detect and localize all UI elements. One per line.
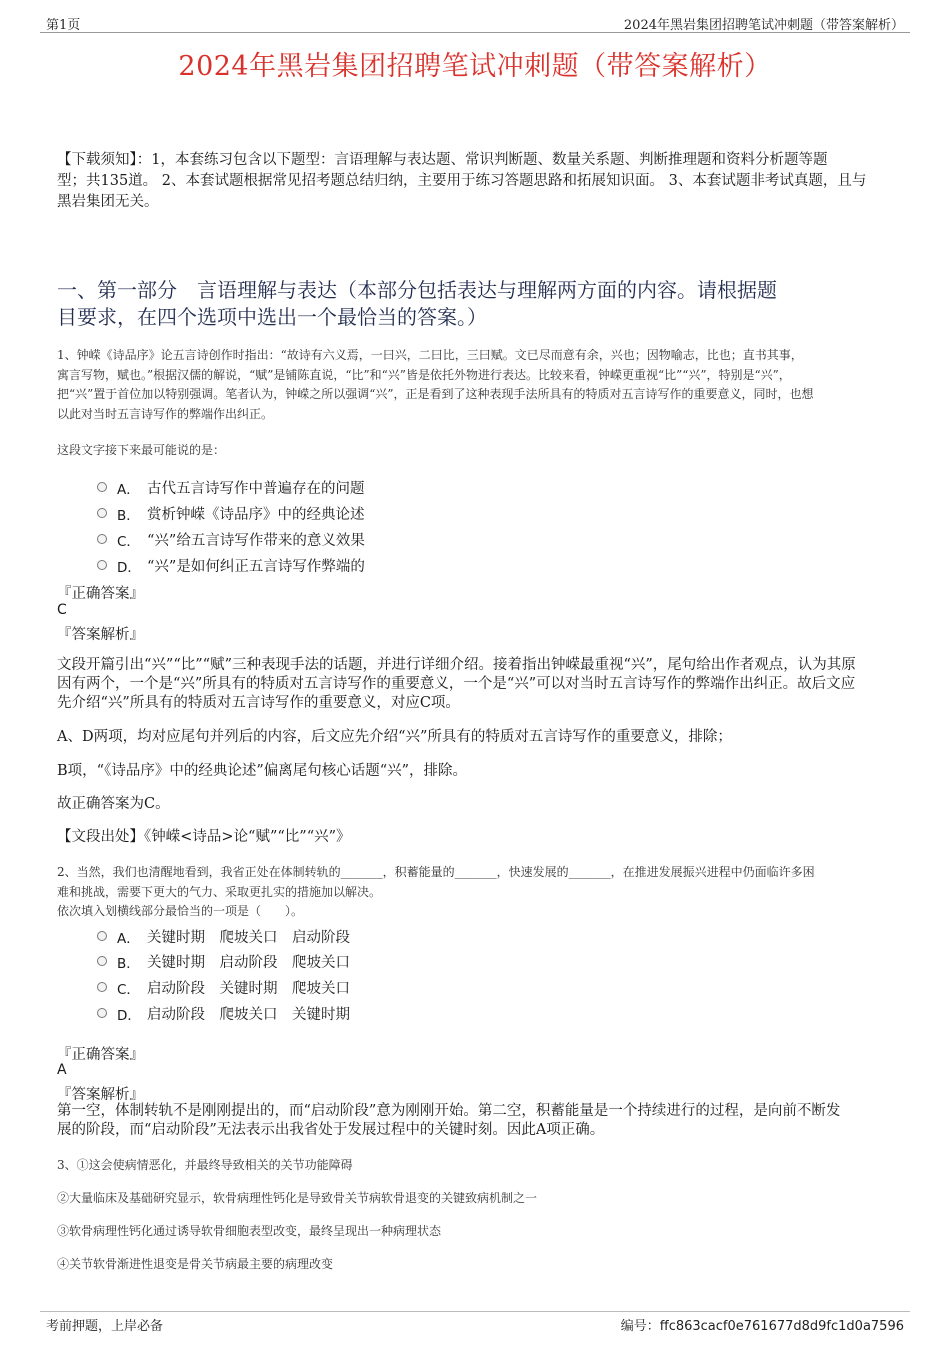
option-letter: A． bbox=[117, 482, 140, 498]
analysis-line: 第一空，体制转轨不是刚刚提出的，而“启动阶段”意为刚刚开始。第二空，积蓄能量是一个持续进行的过程，是向前不断发 bbox=[57, 1103, 841, 1119]
option-text: 赏析钟嵘《诗品序》中的经典论述 bbox=[147, 507, 365, 523]
correct-answer-value: C bbox=[57, 602, 67, 618]
stem-line: 依次填入划横线部分最恰当的一项是（ ）。 bbox=[57, 904, 304, 918]
option-a[interactable] bbox=[97, 926, 497, 946]
footer-divider bbox=[40, 1311, 910, 1312]
stem-line: 寓言写物，赋也。”根据汉儒的解说，“赋”是铺陈直说，“比”和“兴”皆是依托外物进行表达。比较来看，钟嵘更重视“比”“兴”，特别是“兴”， bbox=[57, 367, 791, 382]
question-2-analysis bbox=[57, 1102, 907, 1140]
stem-line: 2、当然，我们也清醒地看到，我省正处在体制转轨的_______，积蓄能量的_______，快速发展的_______，在推进发展振兴进程中仍面临许多困 bbox=[57, 865, 815, 879]
analysis-line: 展的阶段，而“启动阶段”无法表示出我省处于发展过程中的关键时刻。因此A项正确。 bbox=[57, 1122, 605, 1138]
radio-button[interactable] bbox=[97, 931, 107, 941]
analysis-paragraph: B项，“《诗品序》中的经典论述”偏离尾句核心话题“兴”，排除。 bbox=[57, 763, 468, 779]
question-3-line: 3、①这会使病情恶化，并最终导致相关的关节功能障碍 bbox=[57, 1158, 353, 1172]
stem-line: 以此对当时五言诗写作的弊端作出纠正。 bbox=[57, 406, 274, 421]
question-2-stem bbox=[57, 863, 907, 922]
option-text: 启动阶段 爬坡关口 关键时期 bbox=[147, 1007, 350, 1023]
analysis-label: 『答案解析』 bbox=[57, 1087, 144, 1103]
option-letter: B． bbox=[117, 956, 140, 972]
question-3-line: ②大量临床及基础研究显示，软骨病理性钙化是导致骨关节病软骨退变的关键致病机制之一 bbox=[57, 1191, 538, 1205]
option-letter: D． bbox=[117, 1008, 141, 1024]
radio-button[interactable] bbox=[97, 534, 107, 544]
option-c[interactable] bbox=[97, 529, 497, 549]
analysis-line: 因有两个，一个是“兴”所具有的特质对五言诗写作的重要意义，一个是“兴”可以对当时五言诗写作的弊端作出纠正。故后文应 bbox=[57, 676, 856, 692]
notice-line: 【下载须知】：1，本套练习包含以下题型：言语理解与表达题、常识判断题、数量关系题、判断推理题和资料分析题等题 bbox=[57, 152, 828, 168]
question-3-line: ③软骨病理性钙化通过诱导软骨细胞表型改变，最终呈现出一种病理状态 bbox=[57, 1224, 442, 1238]
notice-line: 黑岩集团无关。 bbox=[57, 194, 159, 210]
option-letter: A． bbox=[117, 931, 140, 947]
header-doc-title: 2024年黑岩集团招聘笔试冲刺题（带答案解析） bbox=[623, 18, 904, 33]
option-b[interactable] bbox=[97, 503, 497, 523]
option-letter: D． bbox=[117, 560, 141, 576]
radio-button[interactable] bbox=[97, 1008, 107, 1018]
option-b[interactable] bbox=[97, 951, 497, 971]
option-a[interactable] bbox=[97, 477, 497, 497]
download-notice bbox=[57, 150, 897, 213]
radio-button[interactable] bbox=[97, 482, 107, 492]
option-text: “兴”是如何纠正五言诗写作弊端的 bbox=[147, 559, 365, 575]
correct-answer-label: 『正确答案』 bbox=[57, 586, 144, 602]
option-letter: C． bbox=[117, 982, 140, 998]
header-divider bbox=[40, 32, 910, 33]
analysis-line: 文段开篇引出“兴”“比”“赋”三种表现手法的话题，并进行详细介绍。接着指出钟嵘最重视“兴”，尾句给出作者观点，认为其原 bbox=[57, 657, 856, 673]
option-c[interactable] bbox=[97, 977, 497, 997]
option-d[interactable] bbox=[97, 1003, 497, 1023]
question-1-stem bbox=[57, 346, 907, 424]
analysis-line: 先介绍“兴”所具有的特质对五言诗写作的重要意义，对应C项。 bbox=[57, 695, 460, 711]
section-heading-line: 一、第一部分 言语理解与表达（本部分包括表达与理解两方面的内容。请根据题 bbox=[57, 278, 777, 302]
section-heading bbox=[57, 277, 897, 331]
document-code-label: 编号： bbox=[620, 1319, 660, 1334]
notice-line: 型；共135道。 2、本套试题根据常见招考题总结归纳，主要用于练习答题思路和拓展知识面。 3、本套试题非考试真题，且与 bbox=[57, 173, 867, 189]
analysis-label: 『答案解析』 bbox=[57, 627, 144, 643]
radio-button[interactable] bbox=[97, 508, 107, 518]
analysis-paragraph: A、D两项，均对应尾句并列后的内容，后文应先介绍“兴”所具有的特质对五言诗写作的重要意义，排除； bbox=[57, 729, 732, 745]
question-3-line: ④关节软骨渐进性退变是骨关节病最主要的病理改变 bbox=[57, 1257, 334, 1271]
correct-answer-label: 『正确答案』 bbox=[57, 1047, 144, 1063]
option-letter: B． bbox=[117, 508, 140, 524]
text-source: 【文段出处】《钟嵘<诗品>论“赋”“比”“兴”》 bbox=[57, 829, 351, 845]
option-d[interactable] bbox=[97, 555, 497, 575]
option-text: 古代五言诗写作中普遍存在的问题 bbox=[147, 481, 365, 497]
question-1-prompt: 这段文字接下来最可能说的是： bbox=[57, 443, 226, 457]
radio-button[interactable] bbox=[97, 982, 107, 992]
option-text: 启动阶段 关键时期 爬坡关口 bbox=[147, 981, 350, 997]
stem-line: 难和挑战，需要下更大的气力、采取更扎实的措施加以解决。 bbox=[57, 884, 382, 899]
question-1-analysis bbox=[57, 656, 907, 713]
stem-line: 1、钟嵘《诗品序》论五言诗创作时指出：“故诗有六义焉，一曰兴，二曰比，三曰赋。文已尽而意有余，兴也；因物喻志，比也；直书其事， bbox=[57, 348, 803, 362]
option-text: 关键时期 爬坡关口 启动阶段 bbox=[147, 930, 350, 946]
correct-answer-value: A bbox=[57, 1062, 67, 1078]
footer-slogan: 考前押题，上岸必备 bbox=[46, 1319, 164, 1334]
option-text: 关键时期 启动阶段 爬坡关口 bbox=[147, 955, 350, 971]
section-heading-line: 目要求，在四个选项中选出一个最恰当的答案。） bbox=[57, 305, 487, 329]
option-text: “兴”给五言诗写作带来的意义效果 bbox=[147, 533, 365, 549]
page-number: 第1页 bbox=[46, 18, 81, 33]
document-code-value: ffc863cacf0e761677d8d9fc1d0a7596 bbox=[659, 1319, 904, 1334]
analysis-paragraph: 故正确答案为C。 bbox=[57, 796, 170, 812]
radio-button[interactable] bbox=[97, 560, 107, 570]
page-title: 2024年黑岩集团招聘笔试冲刺题（带答案解析） bbox=[178, 51, 772, 82]
option-letter: C． bbox=[117, 534, 140, 550]
radio-button[interactable] bbox=[97, 956, 107, 966]
document-code bbox=[621, 1315, 904, 1334]
stem-line: 把“兴”置于首位加以特别强调。笔者认为，钟嵘之所以强调“兴”，正是看到了这种表现手法所具有的特质对五言诗写作的重要意义，同时，也想 bbox=[57, 387, 814, 401]
